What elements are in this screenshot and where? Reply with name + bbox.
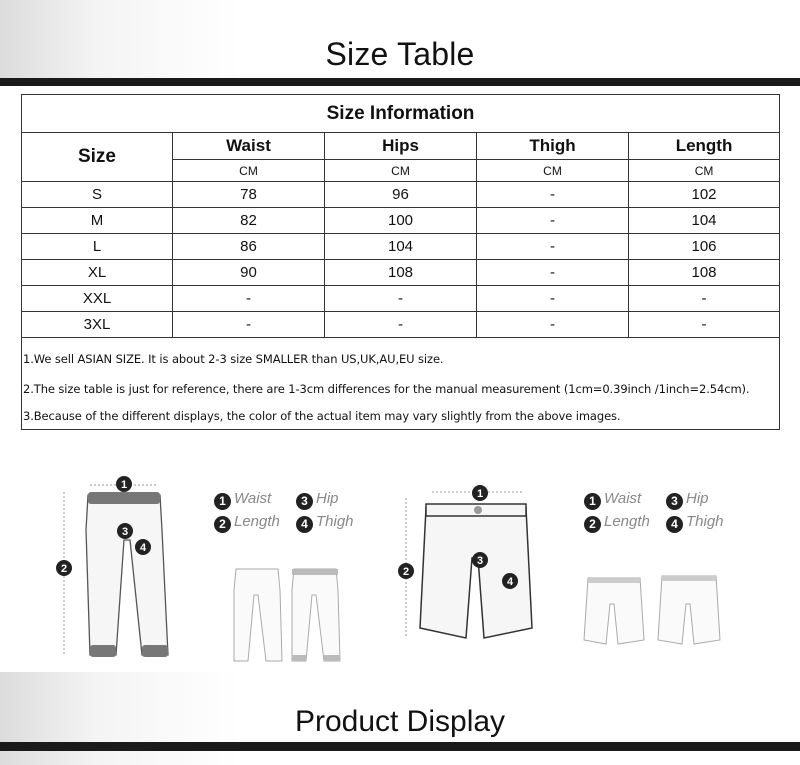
unit-label: CM — [173, 160, 325, 182]
notes-block — [22, 338, 780, 430]
waist-cell: - — [173, 312, 325, 338]
note-asian-size: 1.We sell ASIAN SIZE. It is about 2-3 size SMALLER than US,UK,AU,EU size. — [23, 352, 444, 366]
table-row — [22, 312, 780, 338]
legend-pants — [214, 490, 374, 538]
legend-label-waist: Waist — [604, 490, 642, 507]
size-cell: 3XL — [22, 312, 173, 338]
legend-label-thigh: Thigh — [686, 513, 724, 530]
waist-cell: 90 — [173, 260, 325, 286]
length-cell: - — [629, 286, 780, 312]
badge-1-icon: 1 — [584, 493, 601, 510]
thigh-cell: - — [477, 260, 629, 286]
header-divider — [0, 78, 800, 86]
column-header-thigh: Thigh — [477, 133, 629, 160]
waist-cell: 82 — [173, 208, 325, 234]
hips-cell: 104 — [325, 234, 477, 260]
thigh-cell: - — [477, 312, 629, 338]
legend-label-length: Length — [604, 513, 650, 530]
badge-4-icon: 4 — [296, 516, 313, 533]
waist-cell: 86 — [173, 234, 325, 260]
length-cell: 106 — [629, 234, 780, 260]
waist-cell: - — [173, 286, 325, 312]
marker-length: 2 — [402, 566, 410, 578]
badge-3-icon: 3 — [666, 493, 683, 510]
size-cell: XXL — [22, 286, 173, 312]
badge-2-icon: 2 — [214, 516, 231, 533]
waist-cell: 78 — [173, 182, 325, 208]
badge-4-icon: 4 — [666, 516, 683, 533]
length-cell: 104 — [629, 208, 780, 234]
thigh-cell: - — [477, 208, 629, 234]
footer-divider — [0, 742, 800, 751]
table-row — [22, 182, 780, 208]
hips-cell: 100 — [325, 208, 477, 234]
marker-thigh: 4 — [139, 542, 147, 554]
legend-label-hip: Hip — [686, 490, 709, 507]
legend-label-length: Length — [234, 513, 280, 530]
size-cell: S — [22, 182, 173, 208]
size-table — [21, 94, 780, 430]
hips-cell: 96 — [325, 182, 477, 208]
marker-hip: 3 — [476, 555, 484, 567]
table-row — [22, 260, 780, 286]
table-caption: Size Information — [22, 95, 780, 133]
table-row — [22, 286, 780, 312]
hips-cell: 108 — [325, 260, 477, 286]
note-color: 3.Because of the different displays, the color of the actual item may vary slightly from the above images. — [23, 409, 621, 423]
column-header-length: Length — [629, 133, 780, 160]
size-cell: M — [22, 208, 173, 234]
hips-cell: - — [325, 286, 477, 312]
size-cell: XL — [22, 260, 173, 286]
pants-thumbnails — [232, 565, 357, 665]
shorts-thumbnails — [582, 572, 722, 652]
column-header-waist: Waist — [173, 133, 325, 160]
note-measurement: 2.The size table is just for reference, there are 1-3cm differences for the manual measurement (1cm=0.39inch /1inch=2.54cm). — [23, 382, 750, 396]
badge-1-icon: 1 — [214, 493, 231, 510]
unit-label: CM — [325, 160, 477, 182]
marker-length: 2 — [60, 563, 68, 575]
thigh-cell: - — [477, 182, 629, 208]
thigh-cell: - — [477, 234, 629, 260]
product-display-title: Product Display — [294, 705, 506, 738]
unit-label: CM — [477, 160, 629, 182]
pants-measurement-diagram — [50, 470, 170, 670]
table-row — [22, 234, 780, 260]
shorts-measurement-diagram — [392, 478, 542, 653]
unit-label: CM — [629, 160, 780, 182]
badge-3-icon: 3 — [296, 493, 313, 510]
legend-shorts — [584, 490, 744, 538]
marker-thigh: 4 — [506, 576, 514, 588]
size-cell: L — [22, 234, 173, 260]
marker-waist: 1 — [476, 488, 484, 500]
marker-waist: 1 — [120, 479, 128, 491]
marker-hip: 3 — [121, 526, 129, 538]
badge-2-icon: 2 — [584, 516, 601, 533]
legend-label-thigh: Thigh — [316, 513, 354, 530]
thigh-cell: - — [477, 286, 629, 312]
page-title: Size Table — [325, 36, 475, 72]
table-row — [22, 208, 780, 234]
length-cell: 102 — [629, 182, 780, 208]
hips-cell: - — [325, 312, 477, 338]
length-cell: 108 — [629, 260, 780, 286]
length-cell: - — [629, 312, 780, 338]
legend-label-hip: Hip — [316, 490, 339, 507]
legend-label-waist: Waist — [234, 490, 272, 507]
column-header-hips: Hips — [325, 133, 477, 160]
size-column-header: Size — [22, 133, 173, 182]
